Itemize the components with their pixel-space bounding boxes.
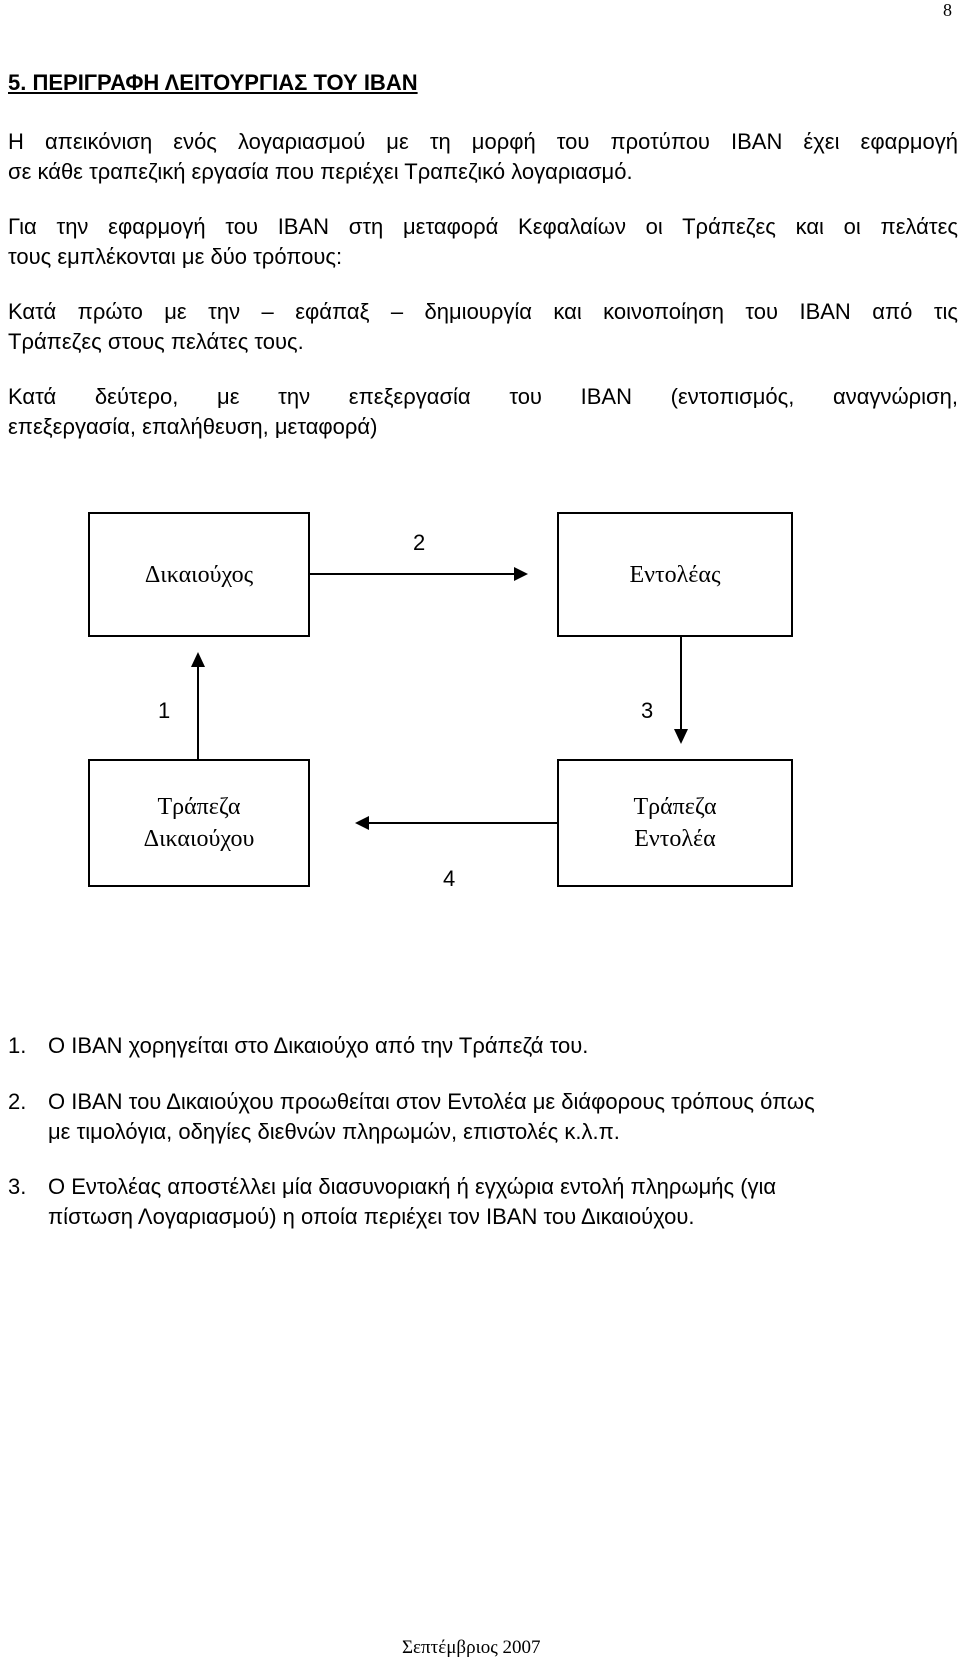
box-beneficiary-bank-line-1: Τράπεζα — [157, 794, 241, 820]
list-item-line-1: Ο IBAN χορηγείται στο Δικαιούχο από την Τράπεζά του. — [48, 1033, 589, 1058]
list-item-line-2: με τιμολόγια, οδηγίες διεθνών πληρωμών, επιστολές κ.λ.π. — [48, 1119, 620, 1144]
box-payer-bank-line-1: Τράπεζα — [633, 794, 717, 820]
arrow-3 — [674, 637, 688, 744]
footer-date: Σεπτέμβριος 2007 — [402, 1637, 541, 1658]
list-item — [8, 1031, 958, 1061]
box-beneficiary-bank-line-2: Δικαιούχου — [143, 826, 255, 852]
section-heading: 5. ΠΕΡΙΓΡΑΦΗ ΛΕΙΤΟΥΡΓΙΑΣ ΤΟΥ IBAN — [8, 70, 418, 95]
paragraph-4-line-2: επεξεργασία, επαλήθευση, μεταφορά) — [8, 414, 378, 439]
list-item — [8, 1087, 958, 1147]
arrow-2 — [310, 567, 528, 581]
list-item-number: 3. — [8, 1174, 27, 1199]
paragraph-2-line-1: Για την εφαρμογή του IBAN στη μεταφορά Κεφαλαίων οι Τράπεζες και οι πελάτες — [8, 214, 958, 239]
arrow-1 — [191, 652, 205, 759]
box-beneficiary-label: Δικαιούχος — [144, 561, 254, 588]
paragraph-1-line-2: σε κάθε τραπεζική εργασία που περιέχει Τραπεζικό λογαριασμό. — [8, 159, 633, 184]
paragraph-3-line-2: Τράπεζες στους πελάτες τους. — [8, 329, 304, 354]
box-payer-bank-line-2: Εντολέα — [634, 826, 716, 852]
paragraph-4-line-1: Κατά δεύτερο, με την επεξεργασία του IBAN (εντοπισμός, αναγνώριση, — [8, 384, 958, 409]
paragraph-2-line-2: τους εμπλέκονται με δύο τρόπους: — [8, 244, 343, 269]
list-item-line-1: Ο Εντολέας αποστέλλει μία διασυνοριακή ή εγχώρια εντολή πληρωμής (για — [48, 1174, 777, 1199]
paragraph-1-line-1: Η απεικόνιση ενός λογαριασμού με τη μορφή του προτύπου IBAN έχει εφαρμογή — [8, 129, 958, 154]
list-item-line-2: πίστωση Λογαριασμού) η οποία περιέχει τον IBAN του Δικαιούχου. — [48, 1204, 695, 1229]
list-item — [8, 1172, 958, 1232]
arrow-label-1: 1 — [158, 698, 171, 723]
arrow-label-3: 3 — [641, 698, 654, 723]
page-number: 8 — [943, 0, 952, 20]
list-item-line-1: Ο IBAN του Δικαιούχου προωθείται στον Εντολέα με διάφορους τρόπους όπως — [48, 1089, 815, 1114]
box-payer-label: Εντολέας — [629, 561, 721, 588]
list-item-number: 2. — [8, 1089, 27, 1114]
arrow-label-2: 2 — [413, 530, 426, 555]
list-item-number: 1. — [8, 1033, 27, 1058]
paragraph-3-line-1: Κατά πρώτο με την – εφάπαξ – δημιουργία και κοινοποίηση του IBAN από τις — [8, 299, 958, 324]
arrow-label-4: 4 — [443, 866, 456, 891]
arrow-4 — [355, 816, 557, 830]
